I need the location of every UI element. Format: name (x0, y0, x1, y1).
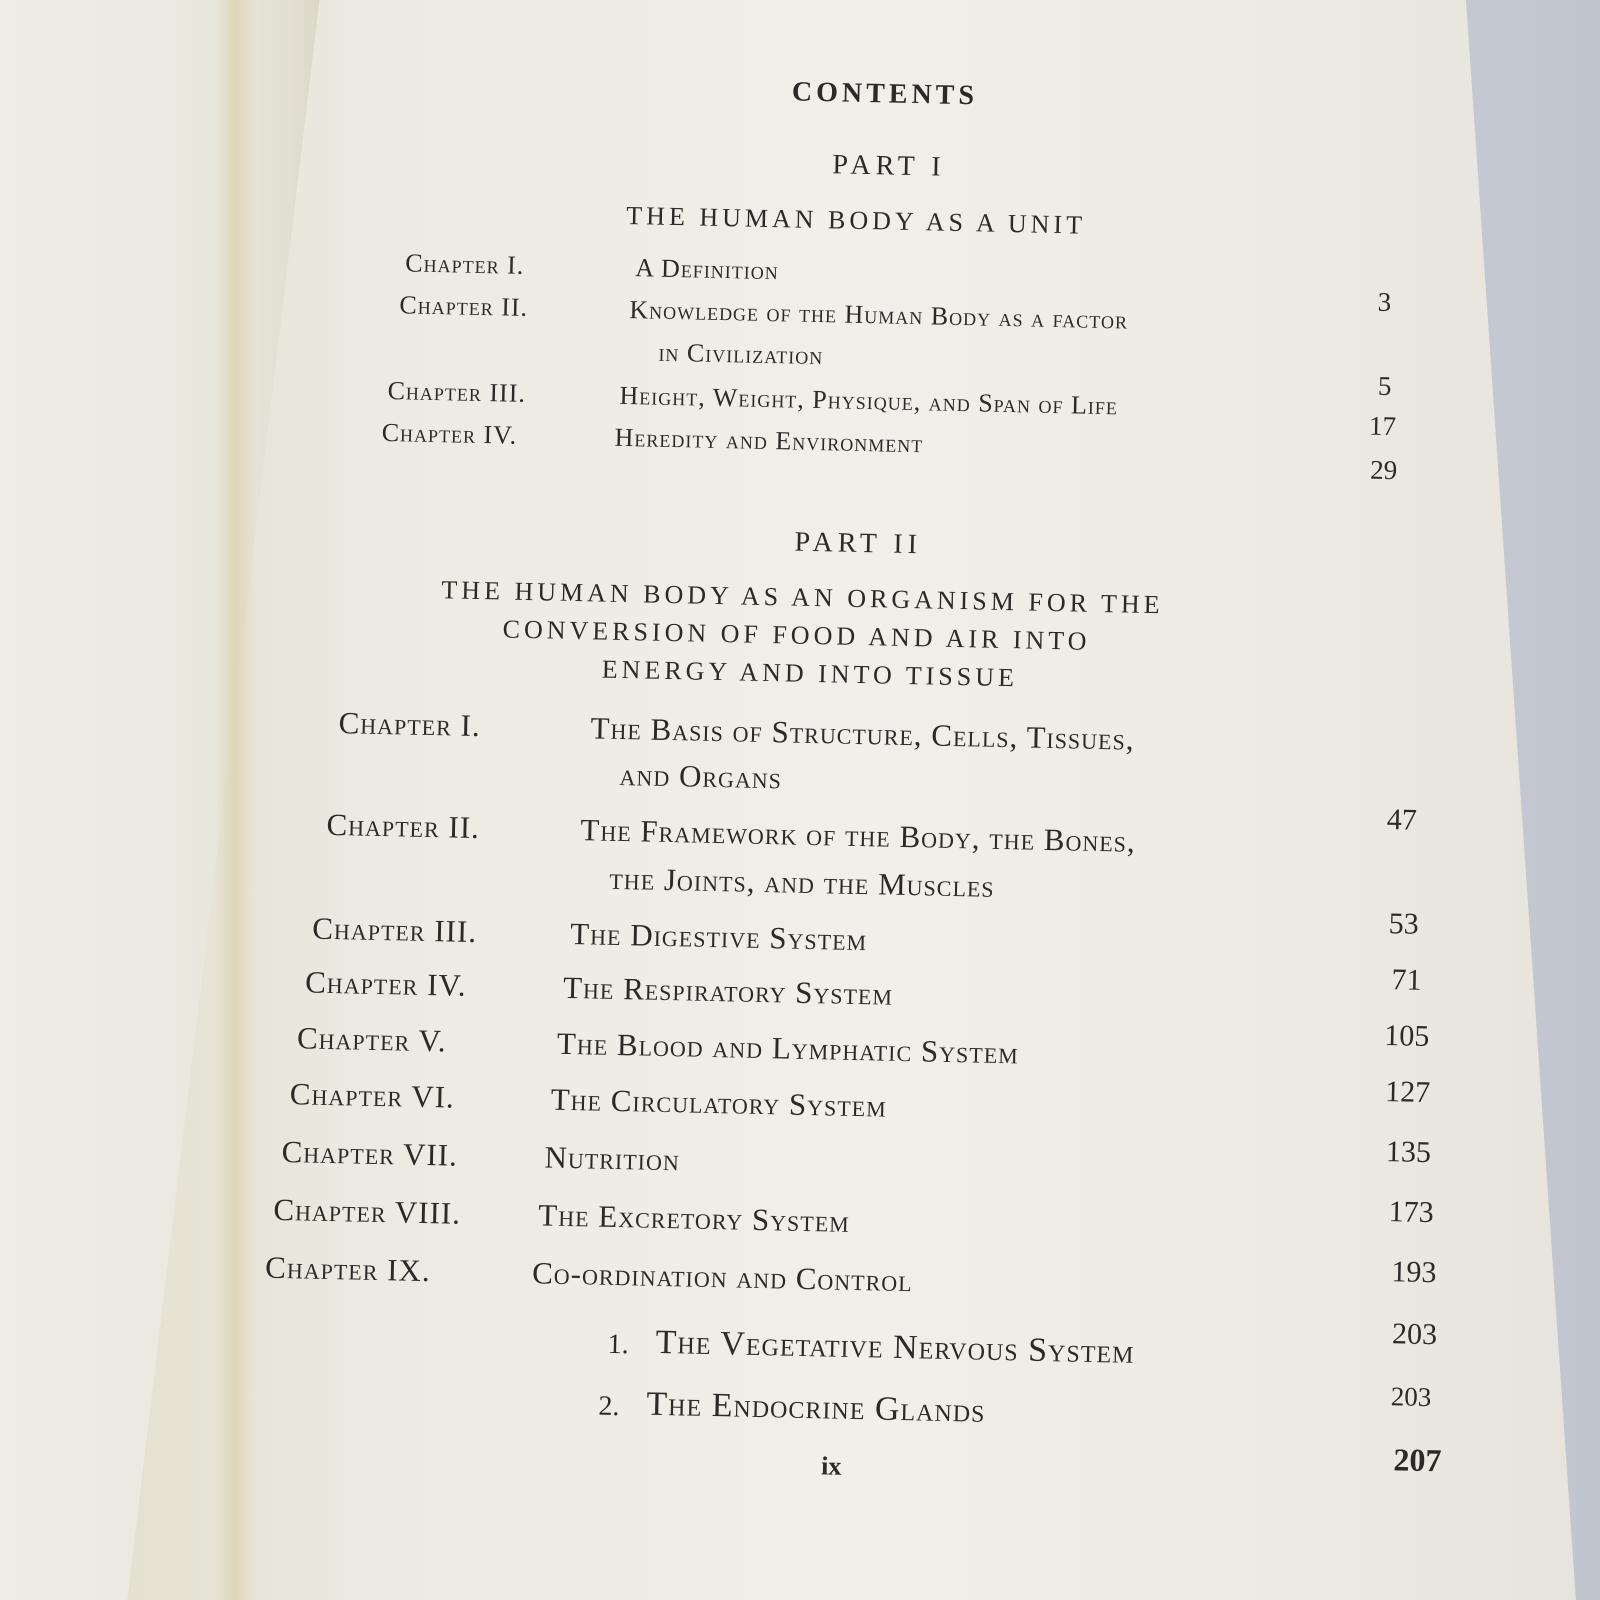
part2-chapter-5-page: 127 (1384, 1075, 1431, 1110)
part2-chapter-5-title: The Blood and Lymphatic System (556, 1025, 1020, 1071)
part1-chapter-1-page: 3 (1377, 286, 1392, 318)
subsection-1-page: 203 (1390, 1381, 1432, 1413)
part-1-title: THE HUMAN BODY AS A UNIT (626, 200, 1087, 240)
part2-chapter-1-label: Chapter I. (338, 705, 482, 744)
part-2-title-line3: ENERGY AND INTO TISSUE (601, 654, 1019, 693)
part-1-label: PART I (832, 149, 946, 183)
part2-chapter-9-label: Chapter IX. (264, 1249, 432, 1289)
subsection-1-title: The Vegetative Nervous System (655, 1323, 1135, 1371)
subsection-1-number: 1. (607, 1328, 630, 1361)
part2-chapter-6-page: 135 (1385, 1135, 1432, 1170)
part2-chapter-6-title: The Circulatory System (550, 1081, 888, 1124)
part2-chapter-3-label: Chapter III. (311, 910, 478, 950)
part2-chapter-2-page: 53 (1388, 907, 1420, 941)
part1-chapter-4-label: Chapter IV. (381, 417, 518, 450)
part2-chapter-1-title-line2: and Organs (619, 756, 783, 796)
part1-chapter-1-title: A Definition (634, 253, 780, 286)
part1-chapter-3-page: 17 (1368, 410, 1397, 442)
part2-chapter-5-label: Chapter V. (296, 1020, 447, 1059)
part2-chapter-7-page: 173 (1388, 1195, 1434, 1230)
part1-chapter-3-title: Height, Weight, Physique, and Span of Life (619, 380, 1119, 421)
contents-heading: CONTENTS (791, 76, 979, 112)
part-2-title-line1: THE HUMAN BODY AS AN ORGANISM FOR THE (441, 575, 1164, 620)
part1-chapter-3-label: Chapter III. (387, 376, 527, 408)
part2-chapter-8-title: The Excretory System (538, 1197, 851, 1239)
part2-chapter-2-title-line2: the Joints, and the Muscles (609, 860, 996, 904)
part2-chapter-3-page: 71 (1391, 963, 1422, 997)
part1-chapter-4-page: 29 (1369, 454, 1398, 486)
part2-chapter-2-label: Chapter II. (326, 806, 481, 846)
part1-chapter-2-title-line1: Knowledge of the Human Body as a factor (629, 295, 1129, 335)
subsection-2-title: The Endocrine Glands (646, 1385, 986, 1430)
part1-chapter-1-label: Chapter I. (405, 248, 525, 280)
part2-chapter-4-label: Chapter IV. (304, 964, 468, 1003)
part2-chapter-8-page: 193 (1391, 1255, 1437, 1290)
part2-chapter-2-title-line1: The Framework of the Body, the Bones, (580, 812, 1137, 859)
part2-chapter-7-label: Chapter VII. (281, 1133, 459, 1173)
part2-chapter-6-label: Chapter VI. (289, 1076, 456, 1115)
subsection-2-page: 207 (1393, 1441, 1442, 1479)
part1-chapter-2-title-line2: in Civilization (658, 337, 824, 371)
part2-chapter-4-title: The Respiratory System (562, 969, 894, 1012)
part2-chapter-7-title: Nutrition (544, 1139, 681, 1178)
part2-chapter-9-title: Co-ordination and Control (531, 1255, 914, 1299)
part2-chapter-4-page: 105 (1383, 1019, 1430, 1053)
part-2-title-line2: CONVERSION OF FOOD AND AIR INTO (502, 614, 1091, 656)
folio-page-number: ix (820, 1451, 842, 1481)
part1-chapter-4-title: Heredity and Environment (614, 422, 924, 459)
part2-chapter-3-title: The Digestive System (569, 915, 868, 958)
part2-chapter-1-title-line1: The Basis of Structure, Cells, Tissues, (590, 710, 1135, 757)
part2-chapter-1-page: 47 (1386, 803, 1418, 837)
part-2-label: PART II (794, 526, 923, 561)
part1-chapter-2-page: 5 (1377, 370, 1392, 402)
part2-chapter-9-page: 203 (1391, 1317, 1438, 1352)
part2-chapter-8-label: Chapter VIII. (273, 1191, 462, 1231)
subsection-2-number: 2. (598, 1390, 620, 1423)
part1-chapter-2-label: Chapter II. (399, 290, 529, 322)
